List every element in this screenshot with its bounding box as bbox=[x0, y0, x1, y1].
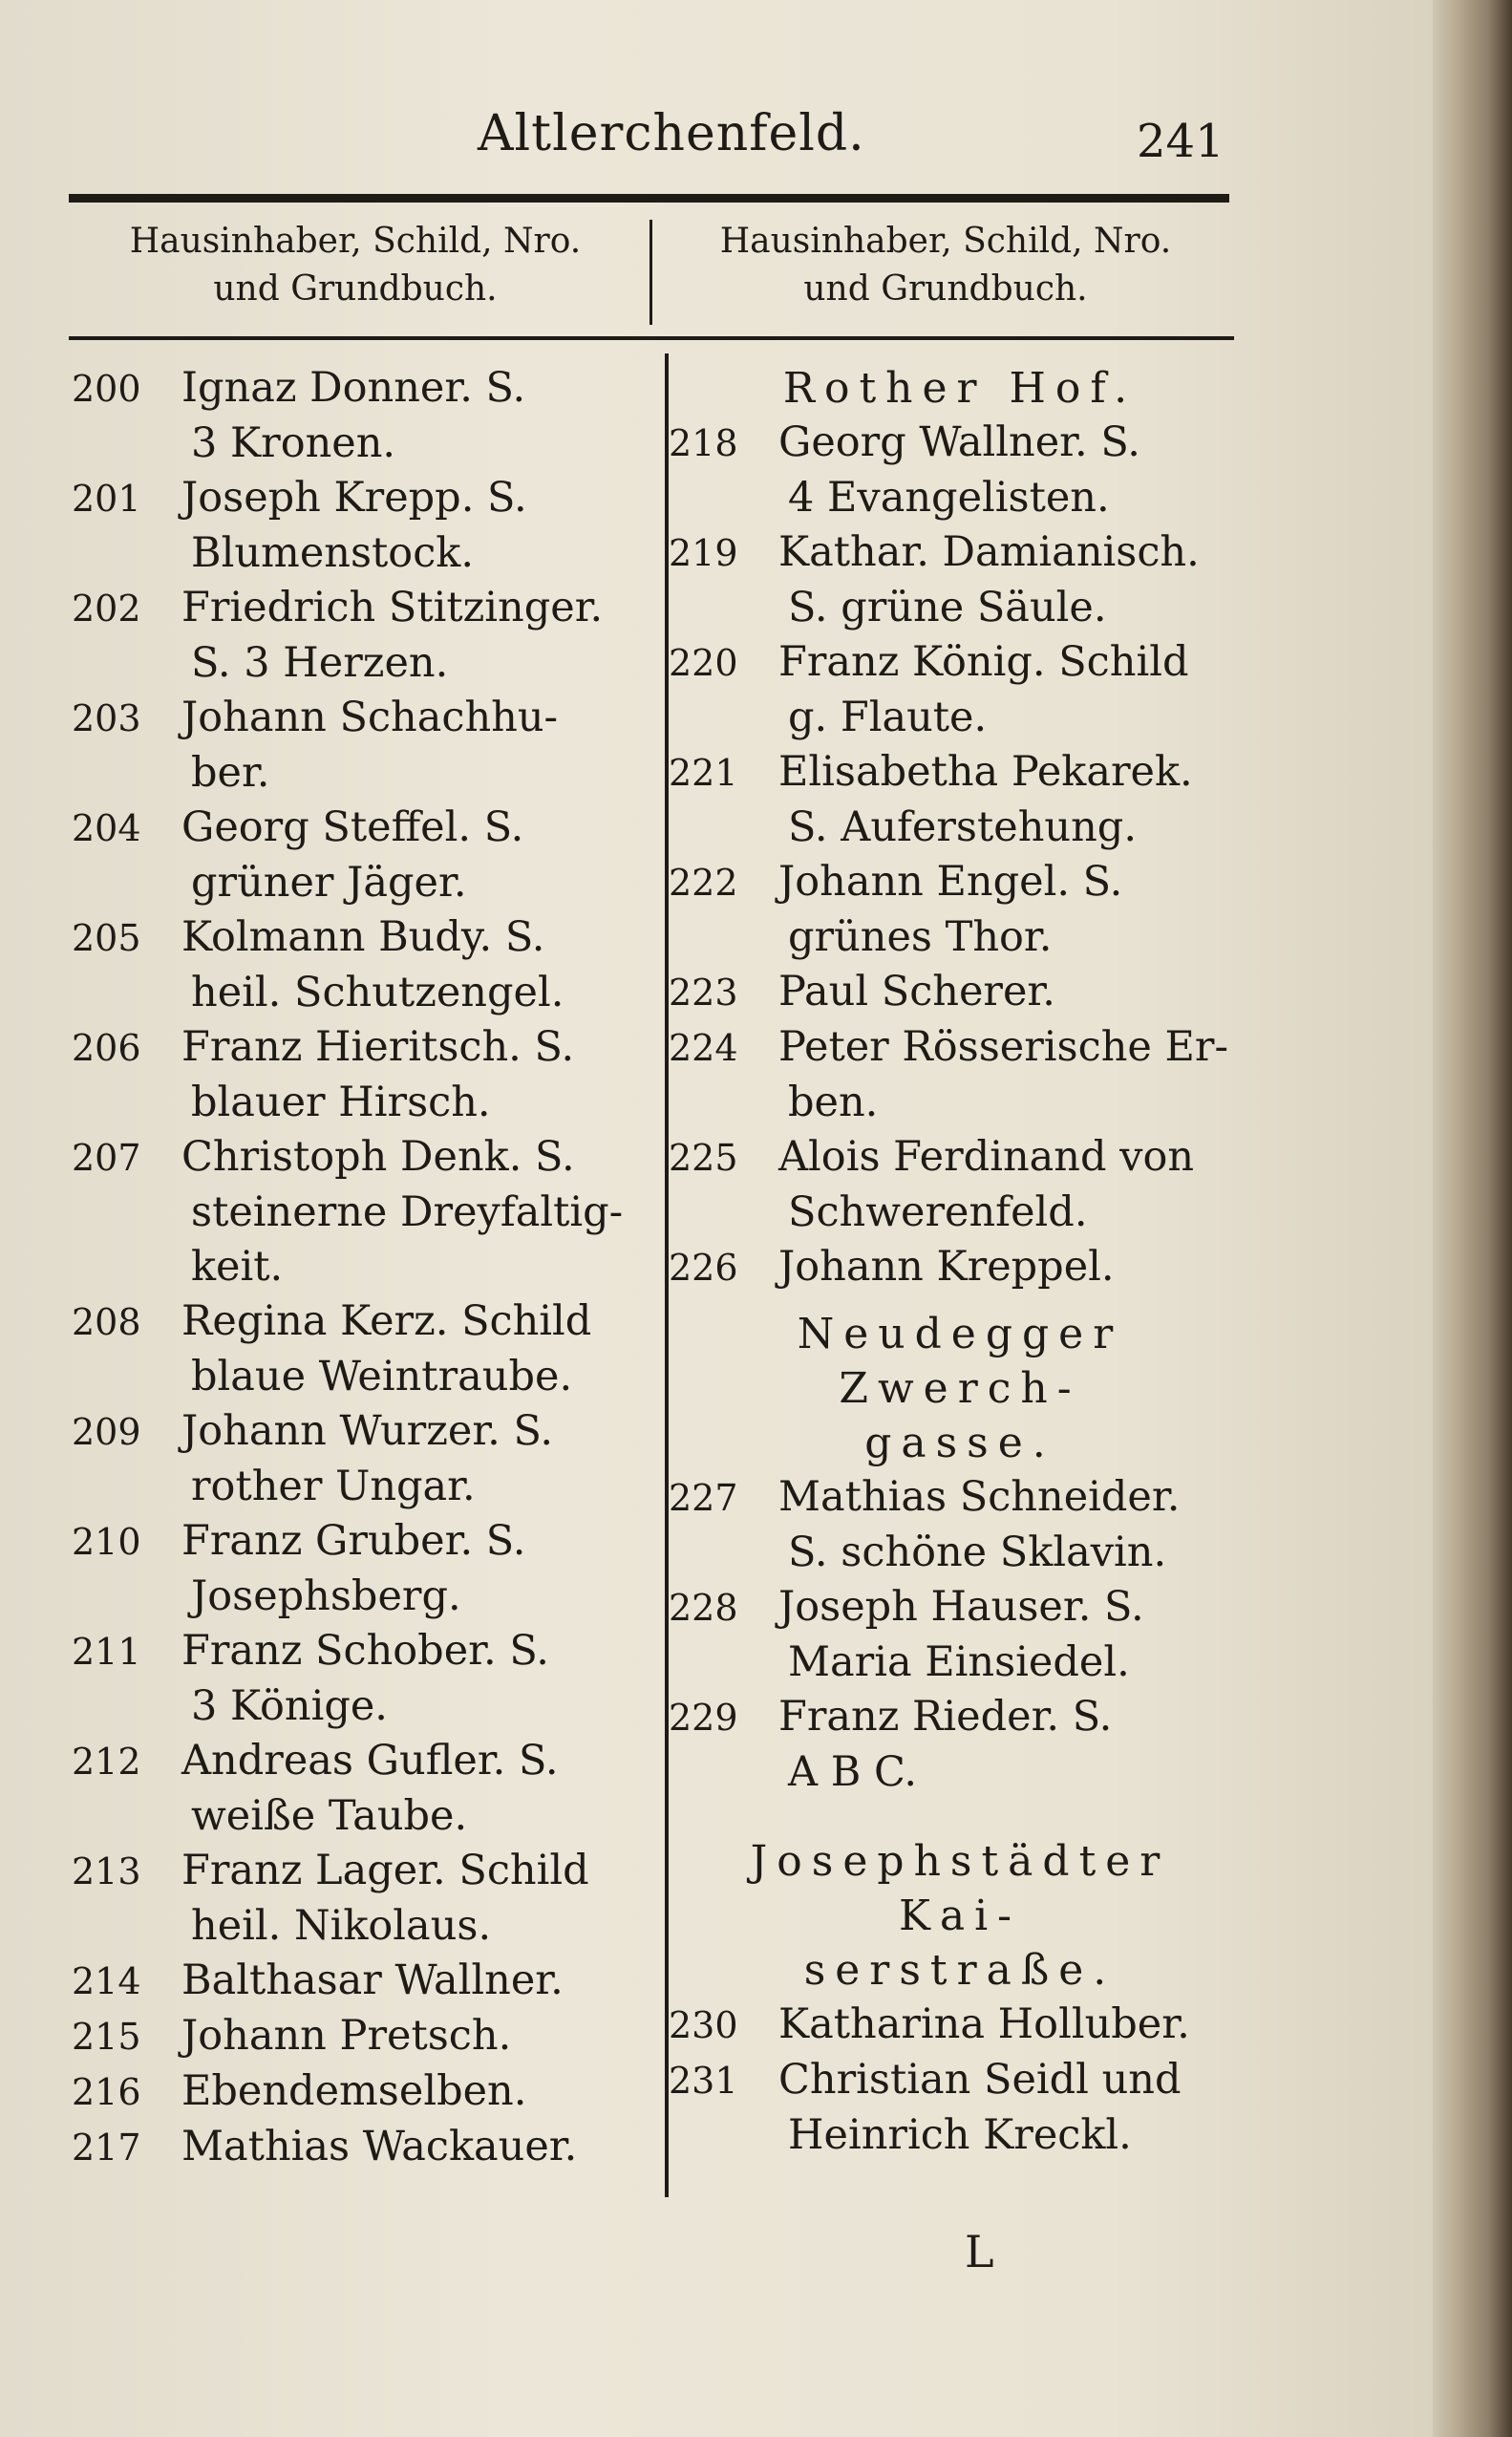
entry-number: 222 bbox=[669, 862, 738, 904]
entry-name: Peter Rösserische Er- bbox=[778, 1023, 1228, 1071]
entry-name: Kathar. Damianisch. bbox=[778, 528, 1200, 576]
entry-name: Christoph Denk. bbox=[181, 1133, 522, 1181]
entry-sign: S. schöne Sklavin. bbox=[788, 1528, 1167, 1576]
entry-number: 201 bbox=[72, 478, 141, 520]
entry-name: Franz Rieder. S. bbox=[778, 1693, 1113, 1741]
list-item bbox=[72, 1130, 645, 1294]
header-divider bbox=[650, 220, 652, 325]
list-item bbox=[72, 361, 645, 471]
list-item bbox=[669, 1020, 1242, 1130]
entry-sign: S. grüne Säule. bbox=[788, 584, 1107, 631]
entry-number: 216 bbox=[72, 2071, 141, 2113]
entry-name: Johann Schachhu- bbox=[181, 694, 559, 741]
entry-sign: ben. bbox=[788, 1079, 879, 1126]
list-item bbox=[669, 855, 1242, 965]
entry-name: Elisabetha Pekarek. bbox=[778, 748, 1193, 796]
list-item bbox=[72, 1844, 645, 1954]
entry-number: 226 bbox=[669, 1247, 738, 1289]
entry-sign: grünes Thor. bbox=[788, 913, 1053, 961]
entry-number: 220 bbox=[669, 642, 738, 684]
running-head bbox=[0, 105, 1479, 172]
signature-mark: L bbox=[965, 2226, 994, 2277]
entry-name: Joseph Krepp. bbox=[181, 474, 475, 522]
entry-sign: Josephsberg. bbox=[191, 1572, 461, 1620]
column-header-right-line2: und Grundbuch. bbox=[803, 269, 1088, 309]
entry-number: 210 bbox=[72, 1521, 141, 1563]
entry-number: 231 bbox=[669, 2060, 738, 2102]
list-item bbox=[669, 525, 1242, 635]
entry-number: 219 bbox=[669, 532, 738, 574]
entry-name: Johann Wurzer. bbox=[181, 1407, 500, 1455]
list-item bbox=[669, 745, 1242, 855]
entry-name: Franz Schober. bbox=[181, 1627, 497, 1675]
list-item bbox=[72, 1404, 645, 1514]
entry-name: Regina Kerz. Schild bbox=[181, 1297, 592, 1345]
entry-tail: S. bbox=[485, 364, 526, 412]
entry-sign: Maria Einsiedel. bbox=[788, 1638, 1130, 1686]
list-item bbox=[72, 2064, 645, 2120]
entry-number: 211 bbox=[72, 1631, 141, 1673]
entry-number: 217 bbox=[72, 2127, 141, 2169]
entry-sign: blaue Weintraube. bbox=[191, 1353, 573, 1400]
entry-sign: 3 Könige. bbox=[191, 1682, 388, 1730]
left-column bbox=[72, 361, 645, 2175]
entry-number: 207 bbox=[72, 1137, 141, 1179]
entry-number: 215 bbox=[72, 2016, 141, 2058]
entry-number: 213 bbox=[72, 1850, 141, 1892]
entry-tail: S. bbox=[509, 1627, 549, 1675]
entry-sign: S. Auferstehung. bbox=[788, 803, 1137, 851]
list-item bbox=[72, 1734, 645, 1844]
entry-name: Joseph Hauser. S. bbox=[778, 1583, 1144, 1631]
list-item bbox=[72, 1954, 645, 2009]
section-heading bbox=[669, 1307, 1242, 1470]
column-header-left-line1: Hausinhaber, Schild, Nro. bbox=[129, 222, 582, 261]
page-number: 241 bbox=[1137, 115, 1225, 168]
list-item bbox=[72, 910, 645, 1020]
list-item bbox=[669, 1130, 1242, 1240]
entry-sign: Schwerenfeld. bbox=[788, 1188, 1088, 1236]
entry-name: Friedrich Stitzinger. bbox=[181, 584, 604, 631]
list-item bbox=[669, 635, 1242, 745]
entry-number: 205 bbox=[72, 917, 141, 959]
section-heading-line2: gasse. bbox=[864, 1419, 1055, 1467]
entry-sign: heil. Nikolaus. bbox=[191, 1902, 492, 1950]
list-item bbox=[669, 1580, 1242, 1690]
entry-name: Franz Lager. Schild bbox=[181, 1847, 589, 1894]
section-heading-line1: Josephstädter Kai- bbox=[750, 1837, 1170, 1940]
entry-sign: blauer Hirsch. bbox=[191, 1079, 491, 1126]
page-title: Altlerchenfeld. bbox=[478, 105, 865, 162]
entry-number: 225 bbox=[669, 1137, 738, 1179]
entry-name: Johann Engel. S. bbox=[778, 858, 1123, 906]
entry-number: 214 bbox=[72, 1960, 141, 2002]
entry-name: Paul Scherer. bbox=[778, 968, 1055, 1015]
entry-number: 204 bbox=[72, 807, 141, 849]
entry-sign: rother Ungar. bbox=[191, 1463, 476, 1510]
list-item bbox=[72, 1020, 645, 1130]
column-header-right-line1: Hausinhaber, Schild, Nro. bbox=[719, 222, 1172, 261]
entry-name: Georg Wallner. S. bbox=[778, 418, 1140, 466]
list-item bbox=[72, 1514, 645, 1624]
entry-sign: ber. bbox=[191, 749, 270, 797]
entry-name: Kolmann Budy. bbox=[181, 913, 493, 961]
list-item bbox=[669, 1998, 1242, 2053]
list-item bbox=[72, 471, 645, 581]
entry-number: 223 bbox=[669, 972, 738, 1014]
entry-name: Katharina Holluber. bbox=[778, 2000, 1190, 2048]
entry-name: Ebendemselben. bbox=[181, 2067, 527, 2115]
list-item bbox=[72, 581, 645, 691]
entry-name: Mathias Wackauer. bbox=[181, 2123, 578, 2170]
entry-sign: Heinrich Kreckl. bbox=[788, 2111, 1132, 2159]
list-item bbox=[669, 416, 1242, 525]
list-item bbox=[669, 965, 1242, 1020]
entry-sign: g. Flaute. bbox=[788, 694, 988, 741]
entry-number: 227 bbox=[669, 1477, 738, 1519]
entry-name: Johann Kreppel. bbox=[778, 1243, 1115, 1291]
entry-number: 230 bbox=[669, 2004, 738, 2046]
entry-number: 200 bbox=[72, 368, 141, 410]
entry-tail: S. bbox=[487, 474, 527, 522]
entry-number: 202 bbox=[72, 588, 141, 630]
entry-sign: grüner Jäger. bbox=[191, 859, 467, 907]
entry-tail: S. bbox=[513, 1407, 554, 1455]
entry-tail: S. bbox=[504, 913, 545, 961]
list-item bbox=[72, 1294, 645, 1404]
entry-sign: steinerne Dreyfaltig- bbox=[191, 1188, 624, 1236]
entry-sign: 3 Kronen. bbox=[191, 419, 396, 467]
entry-number: 203 bbox=[72, 697, 141, 739]
entry-number: 209 bbox=[72, 1411, 141, 1453]
entry-sign: weiße Taube. bbox=[191, 1792, 468, 1840]
entry-sign: A B C. bbox=[788, 1748, 918, 1796]
entry-sign: heil. Schutzengel. bbox=[191, 969, 564, 1016]
entry-tail: S. bbox=[519, 1737, 559, 1785]
column-header-left bbox=[69, 218, 642, 313]
list-item bbox=[72, 691, 645, 801]
entry-tail: S. bbox=[485, 1517, 526, 1565]
header-rule bbox=[69, 194, 1229, 203]
list-item bbox=[72, 2009, 645, 2064]
entry-number: 218 bbox=[669, 422, 738, 464]
entry-number: 228 bbox=[669, 1587, 738, 1629]
list-item bbox=[669, 1240, 1242, 1295]
entry-number: 221 bbox=[669, 752, 738, 794]
subheader-rule bbox=[69, 336, 1234, 340]
entry-number: 208 bbox=[72, 1301, 141, 1343]
list-item bbox=[669, 2053, 1242, 2163]
entry-name: Christian Seidl und bbox=[778, 2056, 1182, 2104]
page-edge bbox=[1433, 0, 1512, 2437]
entry-name: Georg Steffel. bbox=[181, 803, 472, 851]
list-item bbox=[72, 2120, 645, 2175]
entry-number: 212 bbox=[72, 1741, 141, 1783]
list-item bbox=[669, 1470, 1242, 1580]
section-heading bbox=[669, 1834, 1242, 1998]
entry-name: Alois Ferdinand von bbox=[778, 1133, 1195, 1181]
entry-name: Andreas Gufler. bbox=[181, 1737, 506, 1785]
entry-sign: Blumenstock. bbox=[191, 529, 475, 577]
entry-name: Balthasar Wallner. bbox=[181, 1956, 564, 2004]
entry-name: Mathias Schneider. bbox=[778, 1473, 1181, 1521]
entry-name: Franz König. Schild bbox=[778, 638, 1189, 686]
entry-number: 206 bbox=[72, 1027, 141, 1069]
right-column bbox=[669, 361, 1242, 2163]
entry-tail: S. bbox=[535, 1133, 575, 1181]
entry-name: Franz Gruber. bbox=[181, 1517, 474, 1565]
entry-tail: S. bbox=[534, 1023, 575, 1071]
entry-name: Johann Pretsch. bbox=[181, 2012, 512, 2060]
list-item bbox=[669, 1690, 1242, 1800]
entry-number: 224 bbox=[669, 1027, 738, 1069]
entry-tail: S. bbox=[483, 803, 524, 851]
section-heading: Rother Hof. bbox=[782, 364, 1138, 413]
section-heading-line2: serstraße. bbox=[803, 1946, 1117, 1995]
list-item bbox=[72, 1624, 645, 1734]
entry-name: Ignaz Donner. bbox=[181, 364, 473, 412]
entry-number: 229 bbox=[669, 1697, 738, 1739]
column-header-right bbox=[659, 218, 1232, 313]
column-header-left-line2: und Grundbuch. bbox=[213, 269, 498, 309]
section-heading-line1: Neudegger Zwerch- bbox=[797, 1310, 1123, 1413]
list-item bbox=[72, 801, 645, 910]
entry-name: Franz Hieritsch. bbox=[181, 1023, 522, 1071]
entry-sign: S. 3 Herzen. bbox=[191, 639, 449, 687]
entry-sign: 4 Evangelisten. bbox=[788, 474, 1110, 522]
entry-sign-continued: keit. bbox=[191, 1243, 284, 1291]
